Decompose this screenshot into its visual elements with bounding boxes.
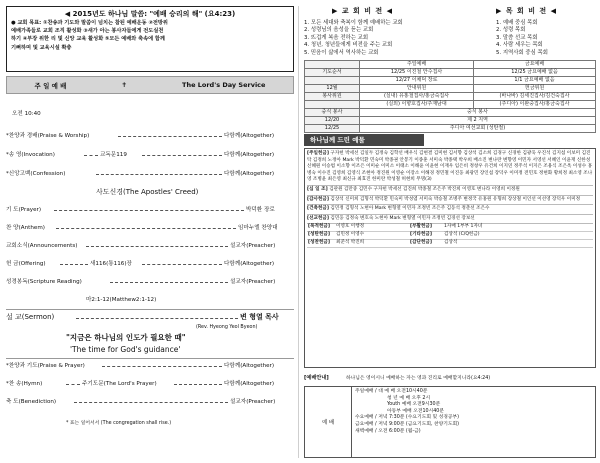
text-span: [십 일 조] [307, 186, 328, 192]
order-item-leader: 다함께(Altogether) [224, 381, 275, 387]
list-item: 1. 예배 중심 목회 [496, 20, 538, 26]
order-item-label: 성경봉독(Scripture Reading) [6, 279, 82, 285]
order-item-label: *송 영(Invocation) [6, 152, 55, 158]
order-item-mid: 교독문119 [100, 152, 127, 158]
table-cell: (실외) 이향호집사/주재남대 [360, 101, 474, 109]
text-span: [감단헌금] [410, 239, 432, 245]
offering-section-title: 하나님께 드린 예물 [304, 134, 424, 146]
offering-row [307, 186, 593, 196]
list-item: 주일예배 / 대 예 배 오전10시40분 [355, 389, 428, 394]
worship-order-panel [6, 6, 294, 458]
offering-row [307, 196, 593, 206]
worship-times-box [304, 386, 596, 458]
table-row [305, 101, 596, 109]
order-item-label: *찬 송(Hymn) [6, 381, 43, 387]
order-item-label: 헌 금(Offering) [6, 261, 46, 267]
pastoral-vision-title: ▶ 목 회 비 전 ◀ [496, 7, 557, 15]
text-span [409, 232, 443, 240]
order-item-label: *찬양과 경배(Praise & Worship) [6, 133, 90, 139]
table-row [305, 69, 596, 77]
table-row [305, 109, 596, 117]
leader-dots [54, 210, 244, 211]
table-cell: 12/25 이진철 안수집사 [360, 69, 474, 77]
list-item: 새벽예배 / 오전 6:00분 (월-금) [355, 428, 421, 434]
table-row [305, 93, 596, 101]
text-span: [선교헌금] [307, 215, 329, 221]
list-item: 수요예배 / 저녁 7:30분 (수요기도회 및 성경공부) [355, 415, 460, 421]
table-row [305, 61, 596, 69]
order-item-label: *신앙고백(Confession) [6, 171, 66, 177]
list-item: 3. 뜨겁게 복음 전하는 교회 [304, 34, 369, 41]
order-item-leader: 다함께(Altogether) [224, 261, 275, 267]
order-item-leader: 다함께(Altogether) [224, 363, 275, 369]
yearly-theme-title: ◀ 2015년도 하나님 말씀: "예배 승리의 해" (요4:23) [64, 10, 236, 18]
table-cell: 1/1 금요예배 없음 [474, 77, 596, 85]
table-cell: 12/20 [305, 117, 360, 125]
text-span: [건축헌금] [307, 206, 329, 212]
table-cell: (주디아) 이완중집사/홍금숙집사 [474, 101, 596, 109]
leader-dots [96, 174, 222, 175]
order-item-mid: 새116(통116)장 [90, 261, 132, 267]
service-title-en: The Lord's Day Service [182, 81, 266, 89]
list-item: 2. 성령 목회 [496, 27, 526, 34]
table-cell: (바나바) 김세진집사/김건숙집사 [474, 93, 596, 101]
offering-mini-grid [307, 224, 593, 247]
table-cell: 제 2 지역 [360, 117, 596, 125]
church-goal-line: ● 교회 목표: ①찬송과 기도와 말씀이 넘치는 참된 예배운동 ②전방위 [11, 20, 168, 26]
leader-dots [102, 366, 222, 367]
table-cell [305, 101, 360, 109]
text-span: 김민웅 김정숙 변호숙 노현아 Mark 변형열 이민자 조정빈 김경선 장보선 [330, 215, 475, 221]
order-item-leader: 임마누엘 찬양대 [238, 225, 278, 231]
church-vision-title: ▶ 교 회 비 전 ◀ [332, 7, 393, 15]
table-cell: 12/27 이채덕 장로 [360, 77, 474, 85]
text-span [307, 240, 335, 248]
table-cell: 금요예배 [474, 61, 596, 69]
offering-row [307, 150, 593, 186]
text-span: 최준석 박진희 [335, 240, 409, 248]
worship-guide-label: [예배안내] [304, 375, 329, 381]
list-item: 3. 말씀 선교 목회 [496, 34, 538, 41]
text-span: [부활헌금] [410, 224, 432, 230]
order-item-label: 기 도(Prayer) [6, 207, 42, 213]
text-span [409, 240, 443, 248]
list-item: 4. 사람 세우는 목회 [496, 42, 543, 49]
text-span: 김상석 [443, 240, 593, 248]
order-item-leader: 설교자(Preacher) [230, 279, 276, 285]
service-title-ko: 주 일 예 배 [34, 81, 67, 90]
text-span: 김상석 (C/Q헌금) [443, 232, 593, 240]
church-info-panel [304, 6, 596, 458]
list-item: 1. 모든 세대와 축복이 함께 예배하는 교회 [304, 20, 403, 26]
sermon-title-ko: "지금은 하나님의 인도가 필요한 때" [66, 333, 186, 342]
table-cell: 봉사위원 [305, 93, 360, 101]
worship-times-label: 예 배 [305, 387, 352, 457]
standing-note: * 표는 일어서서 (The congregation shall rise.) [66, 421, 172, 426]
service-time: 오전 10:40 [12, 111, 41, 117]
leader-dots [142, 155, 222, 156]
text-span: 이영호 이행정 [335, 224, 409, 232]
table-cell: 12/25 금요예배 없음 [474, 69, 596, 77]
church-goal-line: 예배가족들로 교회 조직 활성화 ③새가 아는 봉사자들에게 전도실천 [11, 28, 164, 35]
text-span [409, 224, 443, 232]
column-divider [298, 6, 299, 458]
text-span: 구자헌 박세선 김일두 김정숙 김학선 배우식 김현결 김미현 김서향 김상석 김소희 김경구 신경한 김광욱 우진석 김지섭 이보미 김진탁 김정희 노정아 Mark 박덕환 민숙미 박종권 안봉기 이종훈 서미숙 박종택 박우희 배소진 변나란 변향영 이민자 서영선 서혜인 이윤재 신한성 신혜원 이승범 이소향 이조은 이미순 이미소 이태소 이해윤 이윤현 이재우 임은비 정창우 유건희 이지연 정주석 이지은 조용식 조은옥 이성수 홍병숙 이수진 김영희 김영식 조현아 정진원 이영순 이장소 이해경 정민철 이진웅 최광민 장인섭 장덕우 이미정 전민호 정현화 황희정 최소영 조나영 조병윤 최은영 최신규 최효진 한미란 박성철 허현희 무명(3) [307, 151, 593, 183]
order-item-leader: 다함께(Altogether) [224, 152, 275, 158]
leader-dots [76, 318, 238, 319]
order-item-leader: 다함께(Altogether) [224, 171, 275, 177]
text-span: [성찬헌금] [308, 239, 330, 245]
leader-dots [86, 246, 228, 247]
offering-list-box [304, 148, 596, 368]
table-cell: 안내위원 [360, 85, 474, 93]
scripture-reference: 마2:1-12(Matthew2:1-12) [86, 297, 157, 303]
list-item: 2. 성령님의 음성을 듣는 교회 [304, 27, 374, 34]
order-item-label: 찬 양(Anthem) [6, 225, 45, 231]
leader-dots [66, 384, 80, 385]
list-item: 5. 믿음이 삶에서 역사하는 교회 [304, 49, 379, 56]
text-span: 1자매 1부부 1자녀 [443, 224, 593, 232]
list-item: 4. 청년, 청년들에게 비전을 주는 교회 [304, 42, 393, 49]
order-item-label: 교회소식(Announcements) [6, 243, 78, 249]
offering-row [307, 205, 593, 215]
order-item-leader: 설교자(Preacher) [230, 243, 276, 249]
leader-dots [110, 282, 228, 283]
table-cell: 중식 봉사 [360, 109, 596, 117]
text-span: 김상석 신미희 김형석 박덕환 민숙미 박성엽 서미숙 박승철 조병주 변정국 유홍원 유형희 장상철 이인선 이선영 장덕우 이미정 [330, 196, 581, 202]
order-item-leader: 설교자(Preacher) [230, 399, 276, 405]
yearly-theme-box [6, 6, 294, 72]
order-item-label: 축 도(Benediction) [6, 399, 57, 405]
text-span: [주일헌금] [307, 151, 329, 156]
leader-dots [60, 264, 88, 265]
text-span: [목적헌금] [308, 224, 330, 230]
leader-dots [6, 358, 294, 359]
list-item: Youth 예배 오전9시30분 [387, 402, 441, 408]
table-cell: (실내) 유홍철집사/홍금숙집사 [360, 93, 474, 101]
leader-dots [84, 155, 98, 156]
order-item-leader: 박덕환 장로 [246, 207, 275, 213]
table-cell: 12/25 [305, 125, 360, 133]
table-cell [305, 61, 360, 69]
sermon-label: 설 교(Sermon) [6, 313, 55, 321]
table-cell: 주일예배 [360, 61, 474, 69]
text-span: [기타헌금] [410, 232, 432, 238]
creed-label: 사도신경(The Apostles' Creed) [96, 188, 199, 196]
text-span: 김관원 김만중 김민수 구자헌 박세선 김진희 박종철 조은주 박진희 이영호 변나라 이영희 이정원 [329, 186, 520, 192]
church-goal-line: 기뻐하며 및 교육시설 확충 [11, 44, 72, 51]
leader-dots [118, 136, 222, 137]
table-row [305, 77, 596, 85]
pastoral-vision-list [496, 20, 548, 57]
church-goal-line: 하기 ④부장 위한 리 및 신앙 교육 활성화 ⑤모든 예배와 축속에 함께 [11, 36, 165, 43]
order-item-mid: 주기도문(The Lord's Prayer) [82, 381, 157, 387]
offering-row [307, 215, 593, 225]
text-span [307, 232, 335, 240]
church-vision-list [304, 20, 403, 57]
worship-guide-verse: 하나님은 영이시니 예배하는 자는 영과 진리로 예배할지니라(요4:24) [346, 376, 491, 381]
leader-dots [6, 309, 294, 310]
list-item: 금요예배 / 저녁 9:00분 (금요기도회, 찬양기도회) [355, 421, 460, 427]
table-row [305, 125, 596, 133]
list-item: 5. 지역사회 중심 목회 [496, 49, 548, 56]
text-span: [감사헌금] [307, 196, 329, 202]
preacher-name: 변 형열 목사 [240, 313, 279, 321]
leader-dots [74, 402, 228, 403]
table-cell: 헌금위원 [474, 85, 596, 93]
text-span [307, 224, 335, 232]
leader-dots [56, 228, 236, 229]
leader-dots [174, 384, 222, 385]
table-cell: 중식 봉사 [305, 109, 360, 117]
table-cell: 12월 [305, 85, 360, 93]
table-row [305, 85, 596, 93]
service-title-bar [6, 76, 294, 94]
list-item: 청 년 예 배 오후 2시 [387, 395, 431, 401]
list-item: 아동부 예배 오전10시40분 [387, 408, 444, 414]
text-span: [성탄헌금] [308, 232, 330, 238]
table-cell: 기도순서 [305, 69, 360, 77]
service-schedule-table [304, 60, 596, 133]
order-item-label: *찬양과 기도(Praise & Prayer) [6, 363, 85, 369]
text-span: 김민정 이영수 [335, 232, 409, 240]
cross-icon: ✝ [121, 81, 127, 89]
leader-dots [142, 264, 222, 265]
table-cell: 주디아 여선교회 (성탄절) [360, 125, 596, 133]
order-item-leader: 다함께(Altogether) [224, 133, 275, 139]
text-span: 김민정 김형석 노현아 Mark 변형열 이민자 조정빈 조은주 김동석 정춘선 조은수 [330, 206, 490, 212]
preacher-name-en: (Rev. Hyeong Yeol Byeon) [196, 325, 258, 330]
worship-times-list [355, 389, 459, 435]
table-cell [305, 77, 360, 85]
sermon-title-en: 'The time for God's guidance' [70, 345, 181, 354]
table-row [305, 117, 596, 125]
